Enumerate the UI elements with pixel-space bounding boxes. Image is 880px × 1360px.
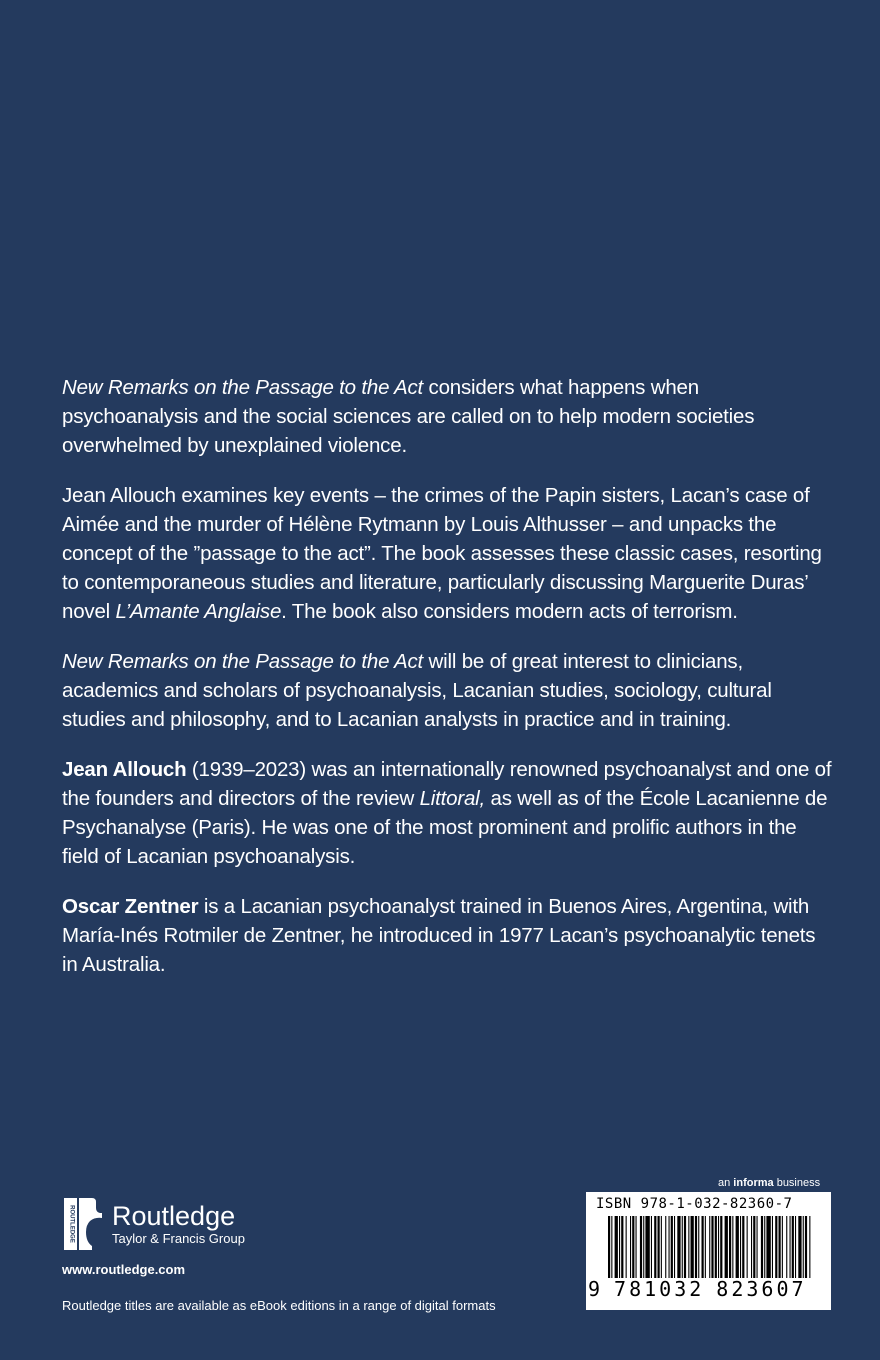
barcode-bar — [764, 1216, 765, 1278]
barcode-bar — [684, 1216, 686, 1278]
publisher-name: Routledge — [112, 1201, 236, 1231]
barcode-bar — [718, 1216, 719, 1278]
translator-name: Oscar Zentner — [62, 895, 199, 918]
author-name: Jean Allouch — [62, 758, 187, 781]
publisher-block — [62, 1196, 362, 1277]
audience-paragraph: New Remarks on the Passage to the Act will be of great interest to clinicians, academics and scholars of psychoanalysis, Lacanian studies, sociology, cultural studies and philosophy, and to Lacanian analysts in practice and in training. — [62, 650, 772, 731]
barcode-bar — [615, 1216, 618, 1278]
barcode-bar — [651, 1216, 652, 1278]
barcode-bar — [753, 1216, 755, 1278]
barcode-bar — [661, 1216, 662, 1278]
barcode-bar — [695, 1216, 697, 1278]
barcode-bar — [772, 1216, 773, 1278]
review-title: Littoral, — [419, 787, 486, 810]
barcode-bars — [608, 1216, 813, 1278]
barcode-bar — [669, 1216, 670, 1278]
barcode-bar — [736, 1216, 739, 1278]
barcode-bar — [740, 1216, 741, 1278]
routledge-mark-icon — [62, 1196, 106, 1252]
isbn-text: ISBN 978-1-032-82360-7 — [596, 1196, 793, 1212]
barcode-bar — [688, 1216, 689, 1278]
barcode-bar — [790, 1216, 791, 1278]
author-bio: Jean Allouch (1939–2023) was an internationally renowned psychoanalyst and one of the founders and directors of the review Littoral, as well as of the École Lacanienne de Psychanalyse (Paris). He was one of the most prominent and prolific authors in the field of Lacanian psychoanalysis. — [62, 758, 832, 868]
barcode-bar — [729, 1216, 731, 1278]
barcode-bar — [809, 1216, 810, 1278]
barcode-bar — [805, 1216, 807, 1278]
book-title: New Remarks on the Passage to the Act — [62, 650, 424, 673]
barcode-bar — [709, 1216, 710, 1278]
barcode-bar — [795, 1216, 796, 1278]
barcode-bar — [720, 1216, 722, 1278]
barcode-digits: 9 781032 823607 — [588, 1277, 807, 1301]
content-paragraph: Jean Allouch examines key events – the crimes of the Papin sisters, Lacan’s case of Aimée and the murder of Hélène Rytmann by Louis Althusser – and unpacks the concept of the ”passage to the act”. The book assesses these classic cases, resorting to contemporaneous studies and literature, particularly discussing Marguerite Duras’ novel L’Amante Anglaise. The book also considers modern acts of terrorism. — [62, 484, 822, 623]
isbn-barcode — [586, 1192, 831, 1310]
barcode-bar — [742, 1216, 744, 1278]
publisher-group: Taylor & Francis Group — [112, 1231, 245, 1246]
barcode-bar — [698, 1216, 699, 1278]
barcode-bar — [715, 1216, 717, 1278]
summary-paragraph: New Remarks on the Passage to the Act considers what happens when psychoanalysis and the social sciences are called on to help modern societies overwhelmed by unexplained violence. — [62, 376, 755, 457]
routledge-logo — [62, 1196, 362, 1252]
barcode-bar — [779, 1216, 781, 1278]
barcode-bar — [636, 1216, 637, 1278]
barcode-bar — [665, 1216, 666, 1278]
barcode-bar — [632, 1216, 634, 1278]
informa-tagline: an informa business — [718, 1177, 821, 1189]
barcode-bar — [674, 1216, 675, 1278]
barcode-bar — [682, 1216, 683, 1278]
barcode-bar — [711, 1216, 713, 1278]
barcode-bar — [725, 1216, 728, 1278]
barcode-bar — [626, 1216, 627, 1278]
back-cover-blurb — [62, 373, 832, 1000]
barcode-bar — [643, 1216, 644, 1278]
barcode-bar — [671, 1216, 673, 1278]
barcode-bar — [705, 1216, 706, 1278]
barcode-bar — [786, 1216, 787, 1278]
barcode-bar — [630, 1216, 631, 1278]
barcode-bar — [782, 1216, 783, 1278]
barcode-bar — [792, 1216, 794, 1278]
informa-brand: informa — [733, 1177, 774, 1189]
barcode-bar — [691, 1216, 694, 1278]
translator-bio: Oscar Zentner is a Lacanian psychoanalyst trained in Buenos Aires, Argentina, with María-Inés Rotmiler de Zentner, he introduced in 1977 Lacan’s psychoanalytic tenets in Australia. — [62, 895, 816, 976]
barcode-bar — [611, 1216, 612, 1278]
barcode-bar — [677, 1216, 680, 1278]
barcode-bar — [645, 1216, 649, 1278]
barcode-bar — [751, 1216, 752, 1278]
ebook-note: Routledge titles are available as eBook editions in a range of digital formats — [62, 1298, 496, 1313]
barcode-bar — [761, 1216, 763, 1278]
barcode-bar — [702, 1216, 704, 1278]
barcode-bar — [766, 1216, 770, 1278]
barcode-bar — [803, 1216, 804, 1278]
routledge-vertical-text: ROUTLEDGE — [68, 1205, 75, 1243]
barcode-bar — [775, 1216, 777, 1278]
barcode-bar — [732, 1216, 733, 1278]
publisher-url[interactable]: www.routledge.com — [62, 1262, 186, 1277]
barcode-bar — [619, 1216, 620, 1278]
barcode-bar — [640, 1216, 642, 1278]
book-title: New Remarks on the Passage to the Act — [62, 376, 424, 399]
barcode-bar — [608, 1216, 610, 1278]
barcode-bar — [621, 1216, 623, 1278]
barcode-bar — [654, 1216, 656, 1278]
barcode-bar — [798, 1216, 801, 1278]
barcode-bar — [747, 1216, 748, 1278]
barcode-bar — [757, 1216, 758, 1278]
barcode-bar — [658, 1216, 660, 1278]
novel-title: L’Amante Anglaise — [115, 600, 282, 623]
